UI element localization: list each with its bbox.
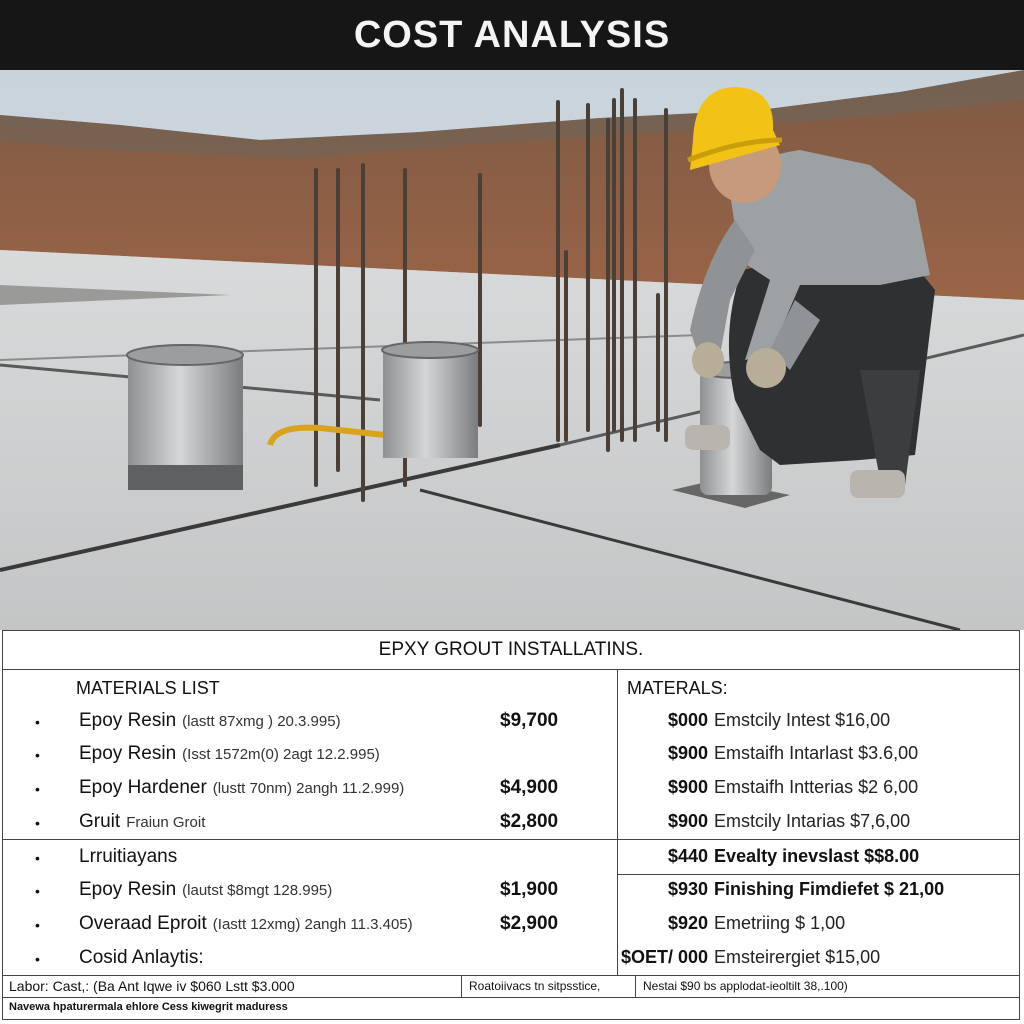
cost-amount: $440 <box>668 846 709 866</box>
material-label: Overaad Eproit <box>79 913 207 934</box>
bullet-icon: • <box>35 951 40 967</box>
bullet-icon: • <box>35 747 40 763</box>
cost-amount: $900 <box>668 811 709 831</box>
cost-row <box>621 947 1021 977</box>
material-label: Epoy Resin <box>79 710 177 731</box>
footer-row <box>3 975 1019 997</box>
material-name <box>79 947 210 969</box>
material-detail: (lastt 87xmg ) 20.3.995) <box>182 713 341 730</box>
material-row <box>3 947 615 977</box>
material-price: $2,900 <box>500 913 559 934</box>
material-name <box>79 777 404 799</box>
page-title: COST ANALYSIS <box>353 13 671 56</box>
material-detail: (Isst 1572m(0) 2agt 12.2.995) <box>182 746 380 763</box>
cost-label: Emsteirergiet $15,00 <box>714 947 881 967</box>
materials-heading: MATERIALS LIST <box>76 678 220 698</box>
metal-bucket-left <box>127 345 243 490</box>
column-divider <box>617 669 618 975</box>
material-name <box>79 879 332 901</box>
material-price: $2,800 <box>500 811 559 832</box>
cost-amount: $900 <box>668 777 709 797</box>
material-detail: Fraiun Groit <box>126 814 206 831</box>
material-name <box>79 710 341 732</box>
material-name <box>79 743 380 765</box>
bullet-icon: • <box>35 815 40 831</box>
material-detail: (Iastt 12xmg) 2angh 11.3.405) <box>212 916 413 933</box>
material-row <box>3 913 615 943</box>
material-row <box>3 710 615 740</box>
material-detail: (lautst $8mgt 128.995) <box>182 882 333 899</box>
footer-divider <box>461 975 462 997</box>
cost-panel <box>2 630 1020 1020</box>
material-label: Epoy Resin <box>79 879 177 900</box>
cost-label: Emstcily Intarias $7,6,00 <box>714 811 911 831</box>
material-label: Epoy Resin <box>79 743 177 764</box>
material-row <box>3 846 615 876</box>
footer-divider <box>635 975 636 997</box>
metal-bucket-center <box>382 342 478 458</box>
header-bar <box>0 0 1024 70</box>
bullet-icon: • <box>35 781 40 797</box>
material-label: Cosid Anlaytis: <box>79 947 204 968</box>
footer-note-row <box>3 997 1019 1019</box>
material-detail: (lustt 70nm) 2angh 11.2.999) <box>212 780 405 797</box>
cost-amount: $000 <box>668 710 709 730</box>
construction-photo <box>0 70 1024 630</box>
material-name <box>79 811 205 833</box>
material-row <box>3 879 615 909</box>
cost-amount: $OET/ 000 <box>621 947 709 967</box>
material-price: $4,900 <box>500 777 559 798</box>
cost-label: Emstaifh Intterias $2 6,00 <box>714 777 919 797</box>
footer-labor: Labor: Cast,: (Ba Ant Iqwe iv $060 Lstt $3.000 <box>9 978 295 994</box>
footer-right: Nestai $90 bs applodat-ieoltilt 38,.100) <box>643 979 848 993</box>
cost-amount: $930 <box>668 879 709 899</box>
cost-row <box>668 777 1024 807</box>
right-heading: MATERALS: <box>627 678 728 698</box>
footer-note: Navewa hpaturermala ehlore Cess kiwegrit maduress <box>9 1001 288 1013</box>
material-price: $1,900 <box>500 879 559 900</box>
cost-row <box>668 710 1024 740</box>
bullet-icon: • <box>35 850 40 866</box>
footer-middle: Roatoiivacs tn sitpsstice, <box>469 979 601 993</box>
cost-label: Emetriing $ 1,00 <box>714 913 846 933</box>
bullet-icon: • <box>35 917 40 933</box>
material-name <box>79 846 183 868</box>
material-row <box>3 811 615 841</box>
cost-row <box>668 743 1024 773</box>
material-label: Gruit <box>79 811 121 832</box>
cost-row <box>668 879 1024 909</box>
cost-label: Evealty inevslast $$8.00 <box>714 846 920 866</box>
cost-amount: $900 <box>668 743 709 763</box>
bullet-icon: • <box>35 883 40 899</box>
cost-row <box>668 846 1024 876</box>
material-row <box>3 743 615 773</box>
cost-row <box>668 811 1024 841</box>
cost-label: Finishing Fimdiefet $ 21,00 <box>714 879 945 899</box>
photo-illustration <box>0 70 1024 630</box>
material-label: Epoy Hardener <box>79 777 207 798</box>
material-label: Lrruitiayans <box>79 846 178 867</box>
material-name <box>79 913 413 935</box>
panel-title: EPXY GROUT INSTALLATINS. <box>3 631 1019 670</box>
material-row <box>3 777 615 807</box>
cost-row <box>668 913 1024 943</box>
bullet-icon: • <box>35 714 40 730</box>
cost-label: Emstcily Intest $16,00 <box>714 710 891 730</box>
cost-amount: $920 <box>668 913 709 933</box>
cost-label: Emstaifh Intarlast $3.6,00 <box>714 743 919 763</box>
material-price: $9,700 <box>500 710 559 731</box>
